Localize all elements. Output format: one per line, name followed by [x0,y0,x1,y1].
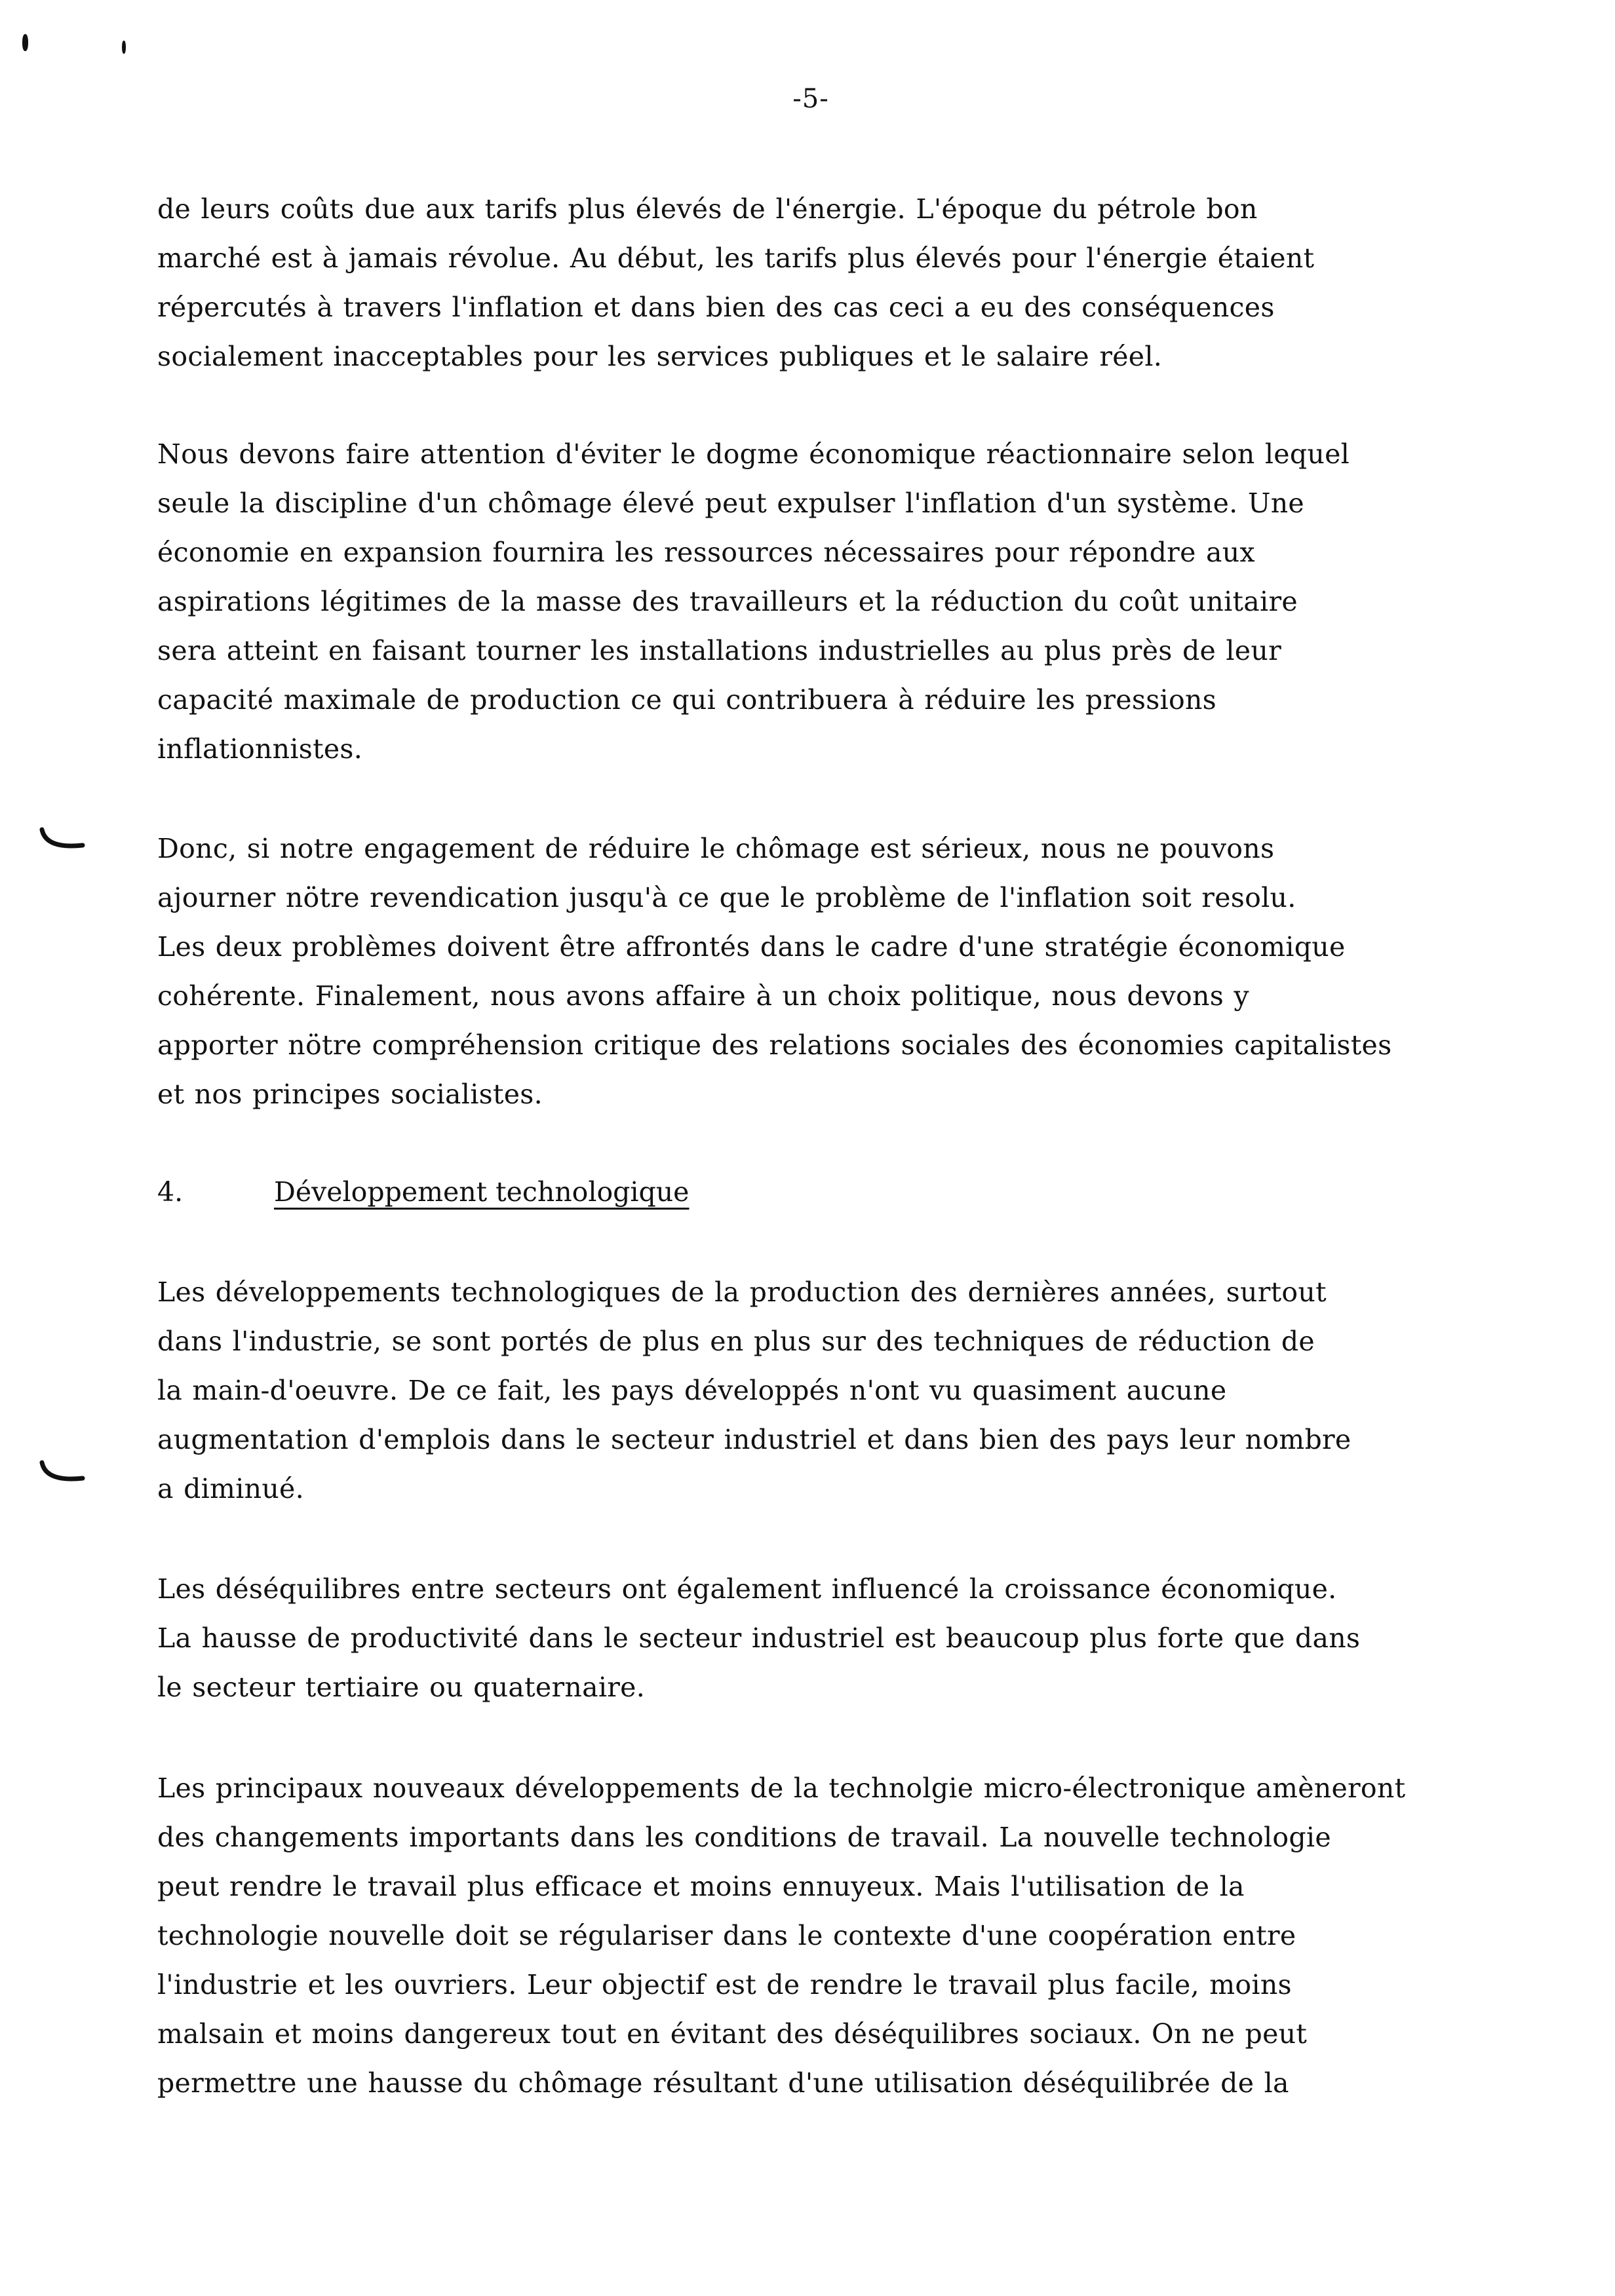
paragraph [157,1764,1586,2108]
paragraph [157,824,1586,1119]
text-line: le secteur tertiaire ou quaternaire. [157,1672,646,1703]
scan-speck [22,34,28,51]
page-number: -5- [792,84,829,114]
text-line: Nous devons faire attention d'éviter le dogme économique réactionnaire selon lequel [157,438,1350,470]
text-line: socialement inacceptables pour les services publiques et le salaire réel. [157,341,1163,372]
margin-bracket-icon [39,827,85,853]
text-line: a diminué. [157,1473,304,1504]
scan-speck [122,41,126,54]
text-line: inflationnistes. [157,733,363,765]
margin-bracket-icon [39,1460,85,1486]
paragraph [157,430,1586,774]
text-line: cohérente. Finalement, nous avons affaire à un choix politique, nous devons y [157,980,1249,1012]
text-line: Les déséquilibres entre secteurs ont également influencé la croissance économique. [157,1573,1337,1605]
text-line: sera atteint en faisant tourner les installations industrielles au plus près de leur [157,635,1281,666]
text-line: seule la discipline d'un chômage élevé peut expulser l'inflation d'un système. Une [157,488,1304,519]
paragraph [157,1268,1586,1514]
text-line: et nos principes socialistes. [157,1079,543,1110]
text-line: Les principaux nouveaux développements de la technolgie micro-électronique amèneront [157,1772,1406,1804]
text-line: des changements importants dans les conditions de travail. La nouvelle technologie [157,1822,1331,1853]
text-line: malsain et moins dangereux tout en évitant des déséquilibres sociaux. On ne peut [157,2018,1308,2050]
paragraph [157,185,1586,381]
text-line: de leurs coûts due aux tarifs plus élevés de l'énergie. L'époque du pétrole bon [157,193,1258,225]
text-line: l'industrie et les ouvriers. Leur objectif est de rendre le travail plus facile, moins [157,1969,1292,2000]
paragraph [157,1565,1586,1712]
text-line: peut rendre le travail plus efficace et moins ennuyeux. Mais l'utilisation de la [157,1871,1245,1902]
text-line: capacité maximale de production ce qui contribuera à réduire les pressions [157,684,1216,716]
text-line: ajourner nötre revendication jusqu'à ce que le problème de l'inflation soit resolu. [157,882,1296,913]
text-line: apporter nötre compréhension critique des relations sociales des économies capitalistes [157,1029,1392,1061]
section-number: 4. [157,1176,184,1208]
text-line: marché est à jamais révolue. Au début, les tarifs plus élevés pour l'énergie étaient [157,242,1315,274]
text-line: permettre une hausse du chômage résultant d'une utilisation déséquilibrée de la [157,2067,1289,2099]
text-line: aspirations légitimes de la masse des travailleurs et la réduction du coût unitaire [157,586,1298,617]
section-title: Développement technologique [274,1176,690,1208]
text-line: répercutés à travers l'inflation et dans bien des cas ceci a eu des conséquences [157,292,1275,323]
text-line: La hausse de productivité dans le secteur industriel est beaucoup plus forte que dans [157,1622,1361,1654]
section-heading [157,1168,689,1217]
text-line: augmentation d'emplois dans le secteur industriel et dans bien des pays leur nombre [157,1424,1352,1455]
text-line: la main-d'oeuvre. De ce fait, les pays développés n'ont vu quasiment aucune [157,1375,1227,1406]
text-line: Les développements technologiques de la production des dernières années, surtout [157,1276,1327,1308]
text-line: économie en expansion fournira les ressources nécessaires pour répondre aux [157,537,1255,568]
text-line: Donc, si notre engagement de réduire le chômage est sérieux, nous ne pouvons [157,833,1275,864]
text-line: dans l'industrie, se sont portés de plus en plus sur des techniques de réduction de [157,1326,1315,1357]
text-line: Les deux problèmes doivent être affrontés dans le cadre d'une stratégie économique [157,931,1346,963]
text-line: technologie nouvelle doit se régulariser dans le contexte d'une coopération entre [157,1920,1296,1951]
